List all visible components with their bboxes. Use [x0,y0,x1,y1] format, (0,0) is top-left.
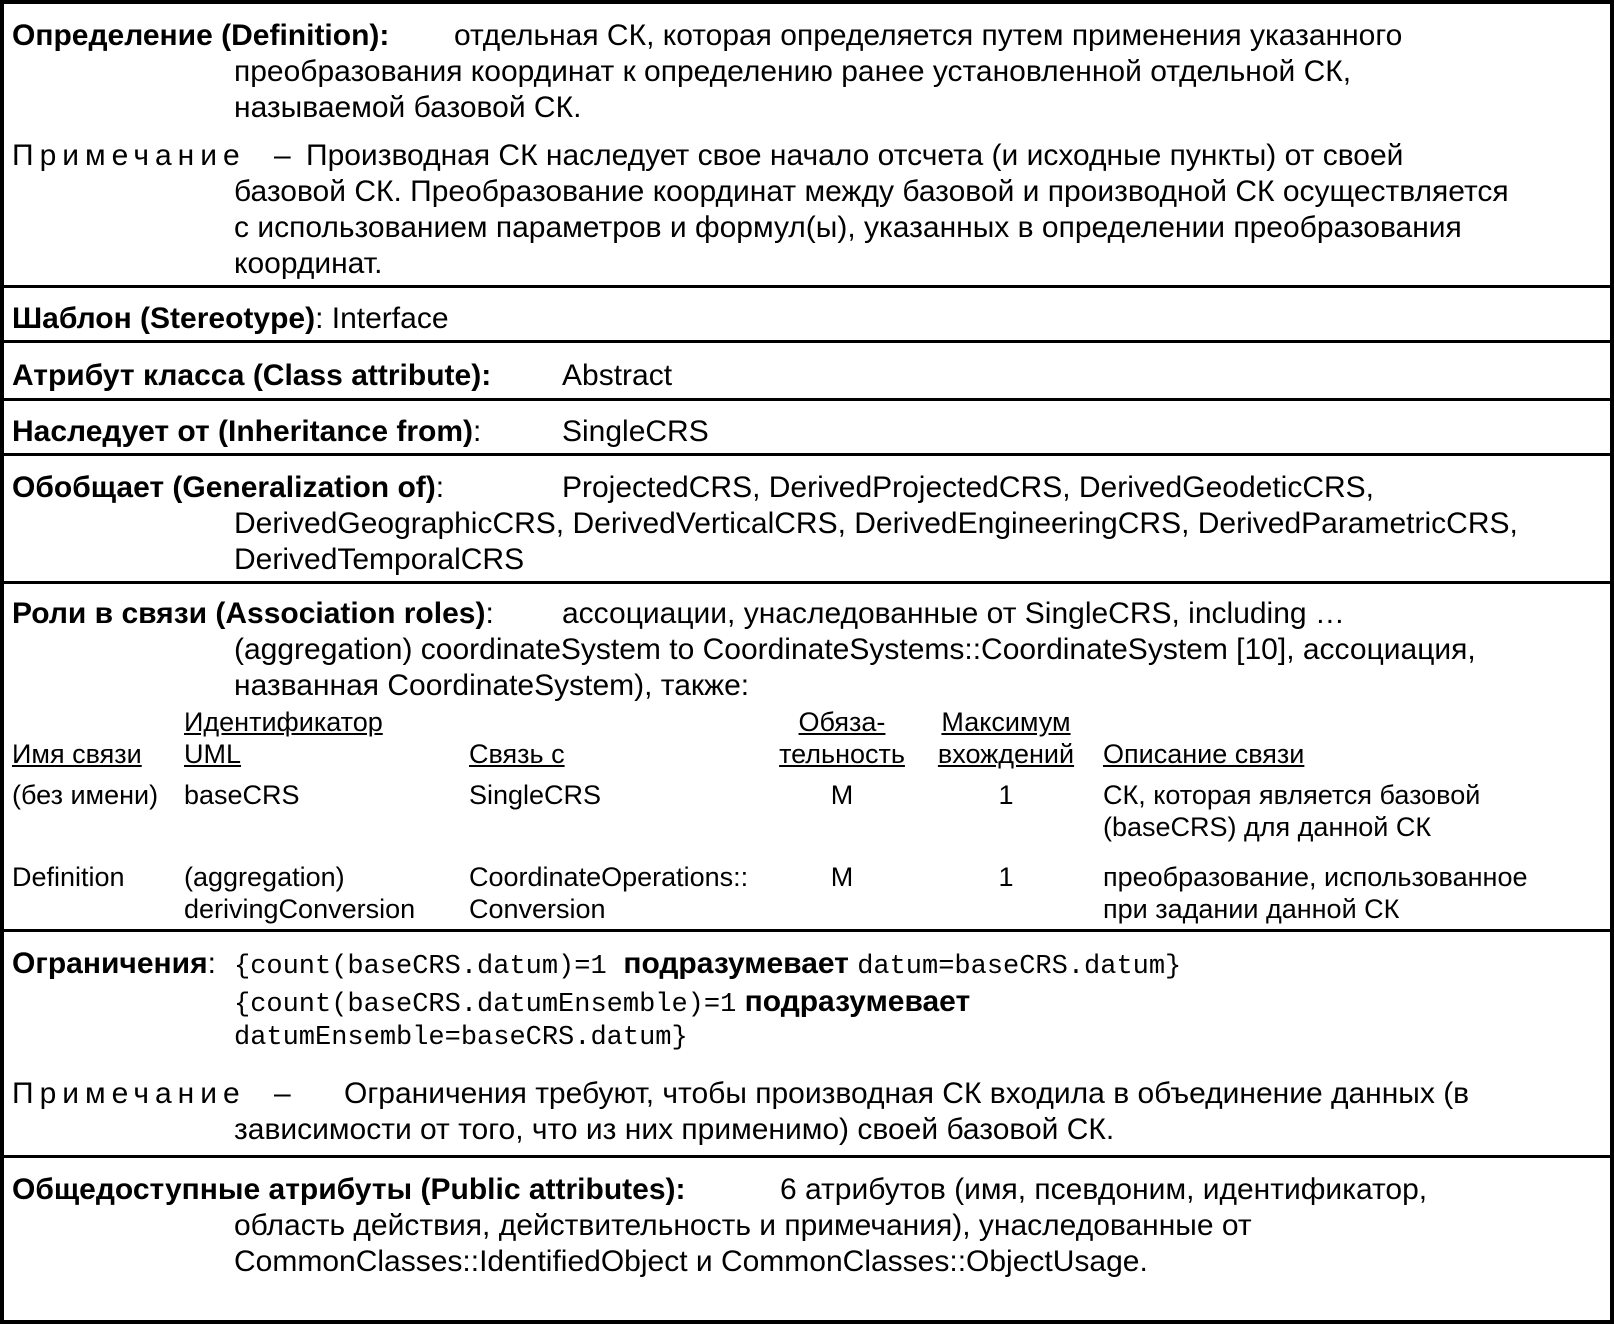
generalization-label-row [12,470,444,506]
row-max: 1 [998,862,1014,892]
constraints-label: Ограничения [12,947,208,980]
row-link: CoordinateOperations:: [469,862,749,892]
association-text-line: ассоциации, унаследованные от SingleCRS, including … [562,597,1345,630]
constraint-line-2 [234,984,970,1023]
row-max: 1 [998,780,1014,810]
row-description-line: при задании данной СК [1103,894,1400,924]
public-attributes-line: CommonClasses::IdentifiedObject и CommonClasses::ObjectUsage. [234,1245,1148,1278]
constraints-section [4,932,1610,1158]
stereotype-row [12,301,449,337]
header-description: Описание связи [1103,739,1305,769]
generalization-line: DerivedGeographicCRS, DerivedVerticalCRS, DerivedEngineeringCRS, DerivedParametricCRS, [234,507,1518,540]
constraints-note-label: Примечание [12,1077,246,1110]
row-description-line: (baseCRS) для данной СК [1103,812,1432,842]
header-link: Связь с [469,739,565,769]
constraints-label-row [12,946,216,982]
generalization-line: ProjectedCRS, DerivedProjectedCRS, DerivedGeodeticCRS, [562,471,1374,504]
stereotype-label: Шаблон (Stereotype) [12,302,316,335]
definition-note-line: координат. [234,247,383,280]
row-description-line: преобразование, использованное [1103,862,1528,892]
constraints-colon: : [207,947,216,980]
header-max-line1: Максимум [941,707,1071,737]
definition-text-line: отдельная СК, которая определяется путем применения указанного [454,19,1403,52]
constraint-code: datum=baseCRS.datum} [857,952,1182,982]
constraint-code: datumEnsemble=baseCRS.datum} [234,1023,688,1053]
class-attribute-value: Abstract [562,359,673,392]
row-uml: (aggregation) [184,862,345,892]
constraint-code: {count(baseCRS.datum)=1 [234,952,607,982]
association-text-line: (aggregation) coordinateSystem to CoordinateSystems::CoordinateSystem [10], ассоциация, [234,633,1476,666]
definition-text-line: называемой базовой СК. [234,91,582,124]
definition-label: Определение (Definition): [12,19,390,52]
header-max-line2: вхождений [937,739,1075,769]
public-attributes-line: 6 атрибутов (имя, псевдоним, идентификатор, [780,1173,1428,1206]
row-uml: baseCRS [184,780,300,810]
constraint-keyword: подразумевает [623,947,849,980]
public-attributes-section [4,1158,1610,1324]
inheritance-label-row [12,414,481,450]
association-section [4,584,1610,932]
inheritance-section [4,401,1610,456]
row-name: Definition [12,862,125,892]
stereotype-value: Interface [323,302,449,335]
association-label-row [12,596,494,632]
inheritance-colon: : [473,415,482,448]
generalization-section [4,456,1610,584]
inheritance-value: SingleCRS [562,415,709,448]
stereotype-colon: : [315,302,324,335]
definition-note-line: Производная СК наследует свое начало отсчета (и исходные пункты) от своей [306,139,1404,172]
definition-note-label: Примечание [12,139,246,172]
class-attribute-section [4,343,1610,401]
public-attributes-line: область действия, действительность и примечания), унаследованные от [234,1209,1252,1242]
definition-note-line: базовой СК. Преобразование координат между базовой и производной СК осуществляется [234,175,1509,208]
header-uml-line1: Идентификатор [184,707,383,737]
generalization-label: Обобщает (Generalization of) [12,471,436,504]
constraints-note-line: зависимости от того, что из них применимо) своей базовой СК. [234,1113,1115,1146]
row-description-line: СК, которая является базовой [1103,780,1481,810]
header-obligation-line1: Обяза- [798,707,886,737]
stereotype-section [4,288,1610,343]
generalization-colon: : [435,471,445,504]
definition-section [4,4,1610,288]
class-attribute-label: Атрибут класса (Class attribute): [12,359,492,392]
header-obligation-line2: тельность [779,739,905,769]
generalization-line: DerivedTemporalCRS [234,543,525,576]
association-colon: : [485,597,494,630]
row-obligation: M [830,862,854,892]
constraint-keyword: подразумевает [744,985,971,1018]
definition-note-dash: – [274,139,291,172]
association-label: Роли в связи (Association roles) [12,597,486,630]
row-link: SingleCRS [469,780,602,810]
constraints-note-line: Ограничения требуют, чтобы производная СК входила в объединение данных (в [344,1077,1470,1110]
row-link: Conversion [469,894,606,924]
constraints-note-dash: – [274,1077,291,1110]
inheritance-label: Наследует от (Inheritance from) [12,415,474,448]
constraint-code: {count(baseCRS.datumEnsemble)=1 [234,990,737,1020]
definition-note-line: с использованием параметров и формул(ы), указанных в определении преобразования [234,211,1462,244]
row-name: (без имени) [12,780,159,810]
row-obligation: M [830,780,854,810]
header-uml-line2: UML [184,739,242,769]
header-name: Имя связи [12,739,142,769]
association-text-line: названная CoordinateSystem), также: [234,669,750,702]
constraint-line-1 [234,946,1181,985]
row-uml: derivingConversion [184,894,416,924]
definition-text-line: преобразования координат к определению ранее установленной отдельной СК, [234,55,1352,88]
public-attributes-label: Общедоступные атрибуты (Public attributes): [12,1173,686,1206]
